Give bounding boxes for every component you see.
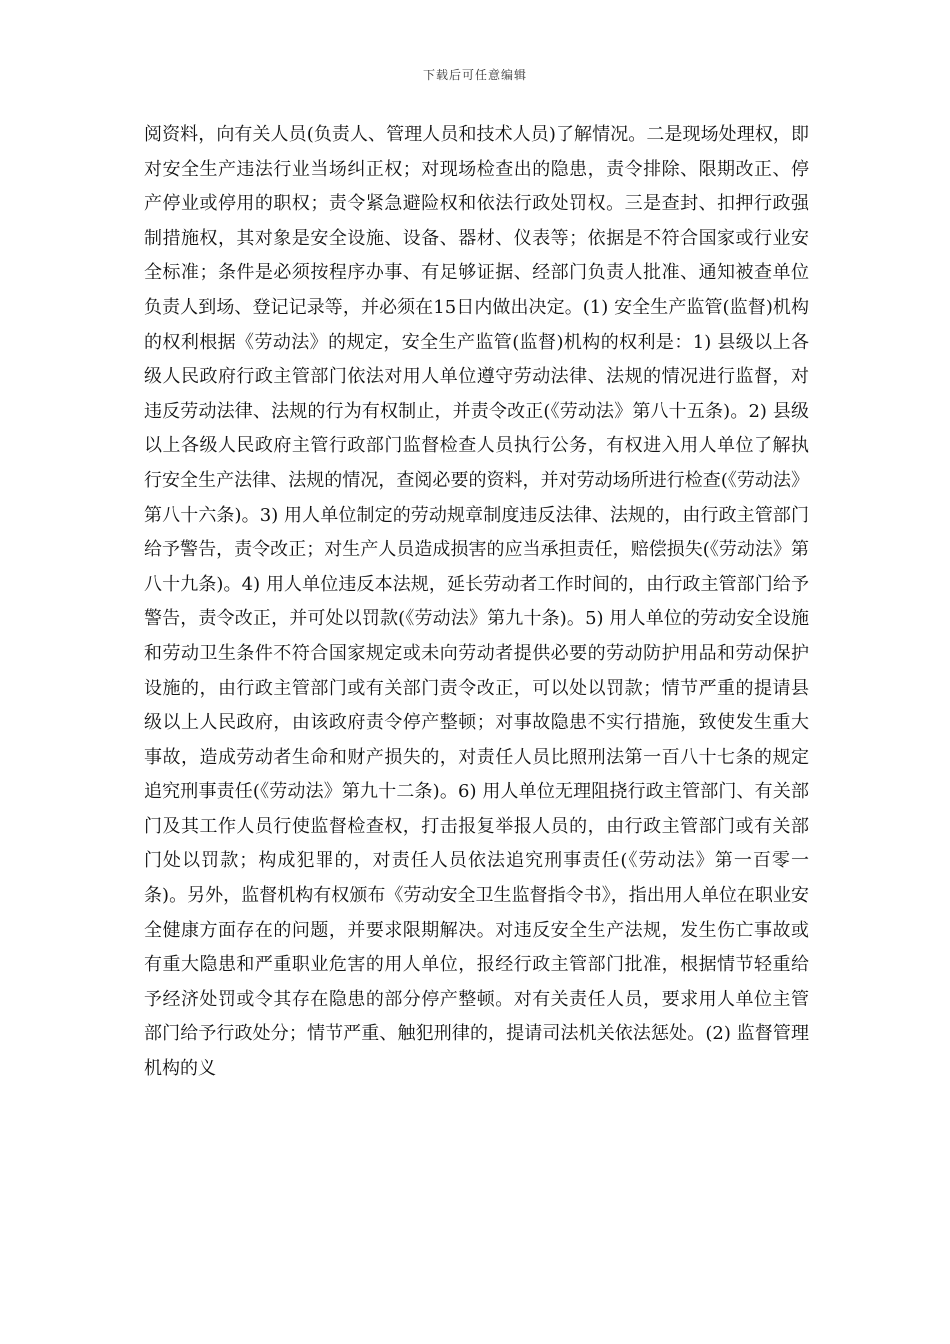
- page-header: 下载后可任意编辑: [422, 68, 527, 82]
- document-body-paragraph: 阅资料，向有关人员(负责人、管理人员和技术人员)了解情况。二是现场处理权，即对安全生产违法行业当场纠正权；对现场检查出的隐患，责令排除、限期改正、停产停业或停用的职权；责令紧急避险权和依法行政处罚权。三是查封、扣押行政强制措施权，其对象是安全设施、设备、器材、仪表等；依据是不符合国家或行业安全标准；条件是必须按程序办事、有足够证据、经部门负责人批准、通知被查单位负责人到场、登记记录等，并必须在15日内做出决定。(1) 安全生产监管(监督)机构的权利根据《劳动法》的规定，安全生产监管(监督)机构的权利是：1) 县级以上各级人民政府行政主管部门依法对用人单位遵守劳动法律、法规的情况进行监督，对违反劳动法律、法规的行为有权制止，并责令改正(《劳动法》第八十五条)。2) 县级以上各级人民政府主管行政部门监督检查人员执行公务，有权进入用人单位了解执行安全生产法律、法规的情况，查阅必要的资料，并对劳动场所进行检查(《劳动法》第八十六条)。3) 用人单位制定的劳动规章制度违反法律、法规的，由行政主管部门给予警告，责令改正；对生产人员造成损害的应当承担责任，赔偿损失(《劳动法》第八十九条)。4) 用人单位违反本法规，延长劳动者工作时间的，由行政主管部门给予警告，责令改正，并可处以罚款(《劳动法》第九十条)。5) 用人单位的劳动安全设施和劳动卫生条件不符合国家规定或未向劳动者提供必要的劳动防护用品和劳动保护设施的，由行政主管部门或有关部门责令改正，可以处以罚款；情节严重的提请县级以上人民政府，由该政府责令停产整顿；对事故隐患不实行措施，致使发生重大事故，造成劳动者生命和财产损失的，对责任人员比照刑法第一百八十七条的规定追究刑事责任(《劳动法》第九十二条)。6) 用人单位无理阻挠行政主管部门、有关部门及其工作人员行使监督检查权，打击报复举报人员的，由行政主管部门或有关部门处以罚款；构成犯罪的，对责任人员依法追究刑事责任(《劳动法》第一百零一条)。另外，监督机构有权颁布《劳动安全卫生监督指令书》，指出用人单位在职业安全健康方面存在的问题，并要求限期解决。对违反安全生产法规，发生伤亡事故或有重大隐患和严重职业危害的用人单位，报经行政主管部门批准，根据情节轻重给予经济处罚或令其存在隐患的部分停产整顿。对有关责任人员，要求用人单位主管部门给予行政处分；情节严重、触犯刑律的，提请司法机关依法惩处。(2) 监督管理机构的义: [144, 124, 809, 1080]
